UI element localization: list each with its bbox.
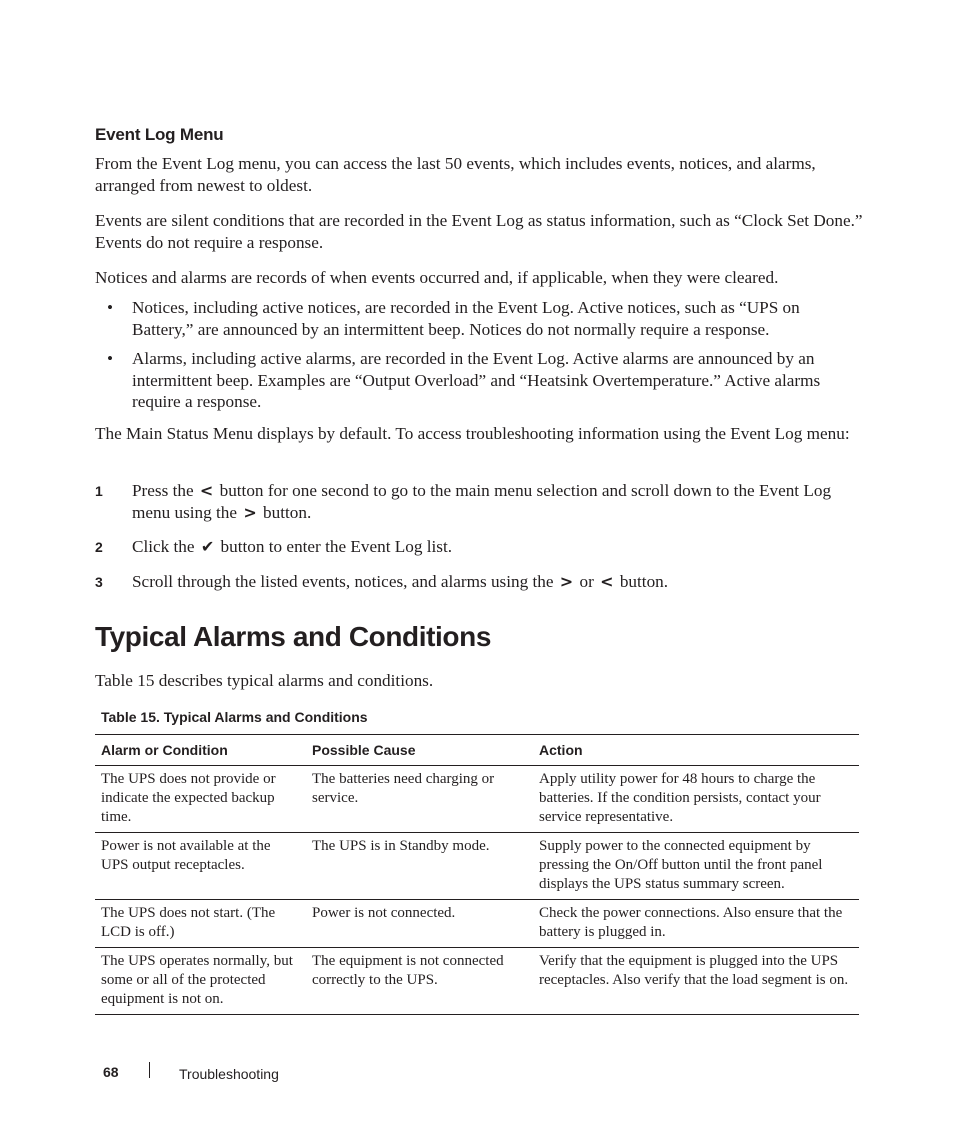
step-text-part: Press the bbox=[132, 481, 194, 500]
table-row bbox=[95, 948, 859, 1015]
checkmark-icon: ✔ bbox=[200, 537, 215, 556]
table-caption: Table 15. Typical Alarms and Conditions bbox=[101, 709, 368, 725]
table-cell: Verify that the equipment is plugged into the UPS receptacles. Also verify that the load segment is on. bbox=[533, 948, 859, 1015]
table-cell: The UPS operates normally, but some or all of the protected equipment is not on. bbox=[95, 948, 306, 1015]
step-text-part: button to enter the Event Log list. bbox=[220, 537, 453, 556]
bullet-text: Alarms, including active alarms, are recorded in the Event Log. Active alarms are announced by an intermittent beep. Examples are “Output Overload” and “Heatsink Overtemperature.” Active alarms require a response. bbox=[132, 349, 821, 411]
table-cell: Apply utility power for 48 hours to charge the batteries. If the condition persists, contact your service representative. bbox=[533, 766, 859, 833]
left-arrow-icon: < bbox=[600, 572, 614, 591]
step-3-text bbox=[132, 571, 832, 593]
column-header: Possible Cause bbox=[306, 735, 533, 766]
event-log-intro: From the Event Log menu, you can access the last 50 events, which includes events, notices, and alarms, arranged from newest to oldest. bbox=[95, 154, 816, 195]
step-text-part: button. bbox=[263, 502, 312, 522]
alarms-table bbox=[95, 734, 859, 1015]
event-log-heading: Event Log Menu bbox=[95, 125, 224, 144]
table-cell: Power is not available at the UPS output receptacles. bbox=[95, 833, 306, 900]
main-status-paragraph: The Main Status Menu displays by default. To access troubleshooting information using the Event Log menu: bbox=[95, 424, 850, 443]
right-arrow-icon: > bbox=[243, 502, 257, 522]
table-cell: The UPS does not provide or indicate the expected backup time. bbox=[95, 766, 306, 833]
step-2-text bbox=[132, 536, 832, 558]
table-cell: Supply power to the connected equipment by pressing the On/Off button until the front panel displays the UPS status summary screen. bbox=[533, 833, 859, 900]
column-header: Alarm or Condition bbox=[95, 735, 306, 766]
table-row bbox=[95, 900, 859, 948]
table-header-row bbox=[95, 735, 859, 766]
table-row bbox=[95, 766, 859, 833]
table-cell: The batteries need charging or service. bbox=[306, 766, 533, 833]
bullet-icon: • bbox=[107, 298, 114, 317]
bullet-icon: • bbox=[107, 349, 114, 368]
column-header: Action bbox=[533, 735, 859, 766]
step-text-part: Click the bbox=[132, 537, 195, 556]
section-heading: Typical Alarms and Conditions bbox=[95, 621, 492, 652]
footer-divider bbox=[149, 1062, 150, 1078]
events-paragraph: Events are silent conditions that are recorded in the Event Log as status information, such as “Clock Set Done.” Events do not require a response. bbox=[95, 211, 863, 252]
table-row bbox=[95, 833, 859, 900]
notices-paragraph: Notices and alarms are records of when events occurred and, if applicable, when they were cleared. bbox=[95, 268, 779, 287]
step-number: 3 bbox=[95, 574, 103, 590]
step-text-part: or bbox=[579, 572, 594, 591]
footer-section-title: Troubleshooting bbox=[179, 1066, 279, 1082]
table-cell: Power is not connected. bbox=[306, 900, 533, 948]
step-text-part: Scroll through the listed events, notices, and alarms using the bbox=[132, 572, 554, 591]
step-text-part: button for one second to go to the main menu selection and scroll down to the Event Log menu using the bbox=[132, 481, 832, 522]
right-arrow-icon: > bbox=[559, 572, 574, 591]
table-intro: Table 15 describes typical alarms and conditions. bbox=[95, 671, 434, 690]
table-cell: The UPS does not start. (The LCD is off.) bbox=[95, 900, 306, 948]
page-number: 68 bbox=[103, 1064, 119, 1080]
table-cell: The UPS is in Standby mode. bbox=[306, 833, 533, 900]
table-cell: The equipment is not connected correctly to the UPS. bbox=[306, 948, 533, 1015]
step-1-text bbox=[132, 480, 832, 523]
step-text-part: button. bbox=[619, 572, 669, 591]
step-number: 1 bbox=[95, 483, 103, 499]
left-arrow-icon: < bbox=[199, 481, 214, 500]
step-number: 2 bbox=[95, 539, 103, 555]
table-cell: Check the power connections. Also ensure that the battery is plugged in. bbox=[533, 900, 859, 948]
bullet-text: Notices, including active notices, are recorded in the Event Log. Active notices, such as “UPS on Battery,” are announced by an intermittent beep. Notices do not normally require a response. bbox=[132, 298, 800, 339]
